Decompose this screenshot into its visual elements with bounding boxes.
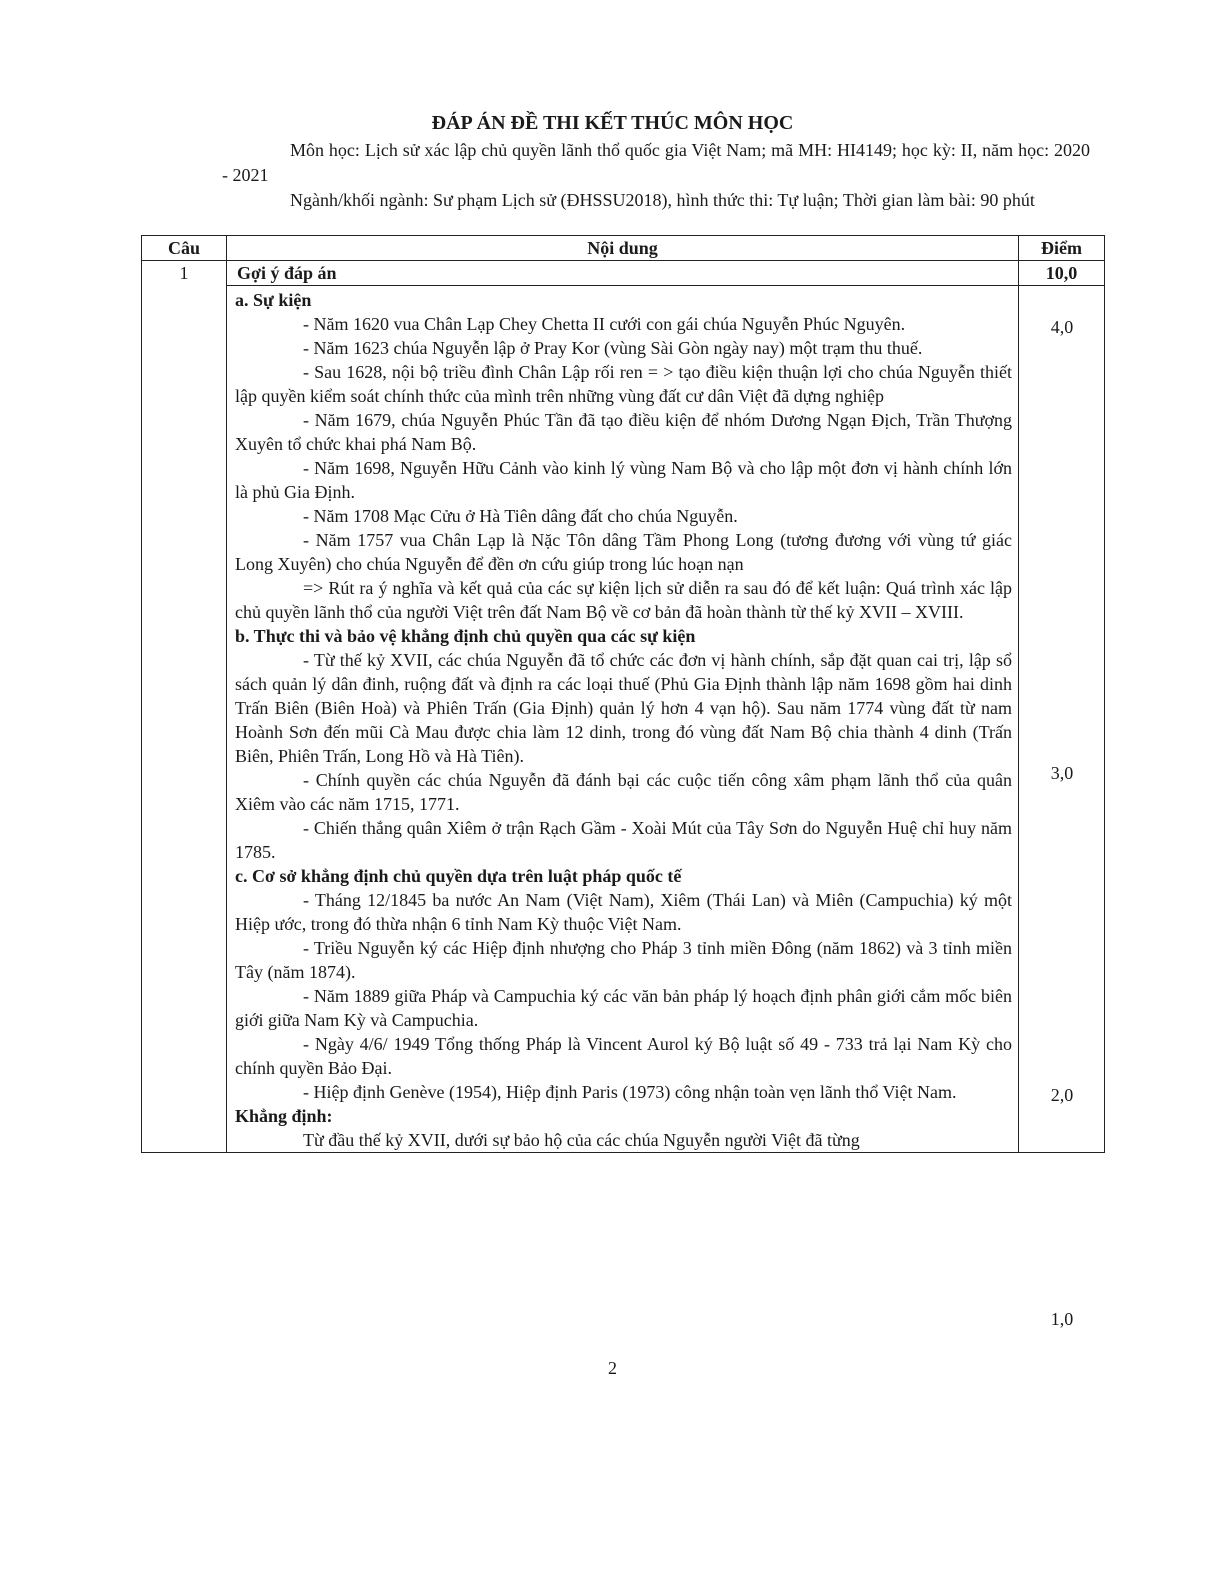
table-header-row [142, 236, 1105, 261]
header-cau: Câu [142, 236, 227, 261]
section-c-item: - Hiệp định Genève (1954), Hiệp định Paris (1973) công nhận toàn vẹn lãnh thổ Việt Nam. [303, 1082, 957, 1102]
answer-label: Gợi ý đáp án [227, 261, 1019, 286]
section-d-heading: Khẳng định: [235, 1106, 333, 1126]
document-title: ĐÁP ÁN ĐỀ THI KẾT THÚC MÔN HỌC [431, 112, 794, 134]
section-a-item: - Năm 1708 Mạc Cửu ở Hà Tiên dâng đất cho chúa Nguyễn. [303, 506, 738, 526]
section-a-item: - Năm 1623 chúa Nguyễn lập ở Pray Kor (vùng Sài Gòn ngày nay) một trạm thu thuế. [303, 338, 923, 358]
section-a-item: - Năm 1620 vua Chân Lạp Chey Chetta II cưới con gái chúa Nguyễn Phúc Nguyên. [303, 314, 906, 334]
answer-content [227, 286, 1019, 1153]
section-b-item: - Chính quyền các chúa Nguyễn đã đánh bại các cuộc tiến công xâm phạm lãnh thổ của quân Xiêm vào các năm 1715, 1771. [235, 770, 1012, 814]
section-c-item: - Tháng 12/1845 ba nước An Nam (Việt Nam), Xiêm (Thái Lan) và Miên (Campuchia) ký một Hiệp ước, trong đó thừa nhận 6 tỉnh Nam Kỳ thuộc Việt Nam. [235, 890, 1012, 934]
section-b-item: - Từ thế kỷ XVII, các chúa Nguyễn đã tổ chức các đơn vị hành chính, sắp đặt quan cai trị, lập sổ sách quản lý dân đinh, ruộng đất và định ra các loại thuế (Phủ Gia Định thành lập năm 1698 gồm hai dinh Trấn Biên (Biên Hoà) và Phiên Trấn (Gia Định) quản lý hơn 4 vạn hộ). Sau năm 1774 vùng đất từ nam Hoành Sơn đến mũi Cà Mau được chia làm 12 dinh, trong đó vùng đất Nam Bộ chia thành 4 dinh (Trấn Biên, Phiên Trấn, Long Hồ và Hà Tiên). [235, 650, 1012, 766]
section-a-item: - Sau 1628, nội bộ triều đình Chân Lập rối ren = > tạo điều kiện thuận lợi cho chúa Nguyễn thiết lập quyền kiểm soát chính thức của mình trên những vùng đất cư dân Việt đã dựng nghiệp [235, 362, 1012, 406]
header-noi-dung: Nội dung [227, 236, 1019, 261]
section-a-item: - Năm 1679, chúa Nguyễn Phúc Tần đã tạo điều kiện để nhóm Dương Ngạn Địch, Trần Thượng Xuyên tổ chức khai phá Nam Bộ. [235, 410, 1012, 454]
section-b-item: - Chiến thắng quân Xiêm ở trận Rạch Gầm - Xoài Mút của Tây Sơn do Nguyễn Huệ chỉ huy năm 1785. [235, 818, 1012, 862]
total-score: 10,0 [1019, 261, 1105, 286]
section-d-item: Từ đầu thế kỷ XVII, dưới sự bảo hộ của các chúa Nguyễn người Việt đã từng [303, 1130, 860, 1150]
answer-body-row [142, 286, 1105, 1153]
section-c-heading: c. Cơ sở khẳng định chủ quyền dựa trên luật pháp quốc tế [235, 866, 682, 886]
section-b-score: 3,0 [1050, 762, 1074, 783]
subject-line: Môn học: Lịch sử xác lập chủ quyền lãnh thổ quốc gia Việt Nam; mã MH: HI4149; học kỳ: II, năm học: 2020 - 2021 [222, 140, 1090, 185]
section-a-score: 4,0 [1050, 316, 1074, 337]
section-a-conclusion: => Rút ra ý nghĩa và kết quả của các sự kiện lịch sử diễn ra sau đó để kết luận: Quá trình xác lập chủ quyền lãnh thổ của người Việt trên đất Nam Bộ về cơ bản đã hoàn thành từ thế kỷ XVII – XVIII. [235, 578, 1012, 622]
question-number: 1 [142, 261, 227, 1153]
major-line: Ngành/khối ngành: Sư phạm Lịch sử (ĐHSSU2018), hình thức thi: Tự luận; Thời gian làm bài: 90 phút [290, 190, 1035, 210]
score-column [1019, 286, 1105, 1329]
section-c-item: - Ngày 4/6/ 1949 Tổng thống Pháp là Vincent Aurol ký Bộ luật số 49 - 733 trả lại Nam Kỳ cho chính quyền Bảo Đại. [235, 1034, 1012, 1078]
answer-label-row [142, 261, 1105, 286]
section-a-heading: a. Sự kiện [235, 290, 312, 310]
section-a-item: - Năm 1757 vua Chân Lạp là Nặc Tôn dâng Tầm Phong Long (tương đương với vùng tứ giác Long Xuyên) cho chúa Nguyễn để đền ơn cứu giúp trong lúc hoạn nạn [235, 530, 1012, 574]
section-d-score: 1,0 [1050, 1308, 1074, 1329]
section-a-item: - Năm 1698, Nguyễn Hữu Cảnh vào kinh lý vùng Nam Bộ và cho lập một đơn vị hành chính lớn là phủ Gia Định. [235, 458, 1012, 502]
page-number: 2 [608, 1358, 617, 1378]
section-b-heading: b. Thực thi và bảo vệ khẳng định chủ quyền qua các sự kiện [235, 626, 696, 646]
header-diem: Điểm [1019, 236, 1105, 261]
section-c-score: 2,0 [1050, 1084, 1074, 1105]
section-c-item: - Triều Nguyễn ký các Hiệp định nhượng cho Pháp 3 tỉnh miền Đông (năm 1862) và 3 tỉnh miền Tây (năm 1874). [235, 938, 1012, 982]
section-c-item: - Năm 1889 giữa Pháp và Campuchia ký các văn bản pháp lý hoạch định phân giới cắm mốc biên giới giữa Nam Kỳ và Campuchia. [235, 986, 1012, 1030]
answer-table [141, 235, 1105, 1329]
